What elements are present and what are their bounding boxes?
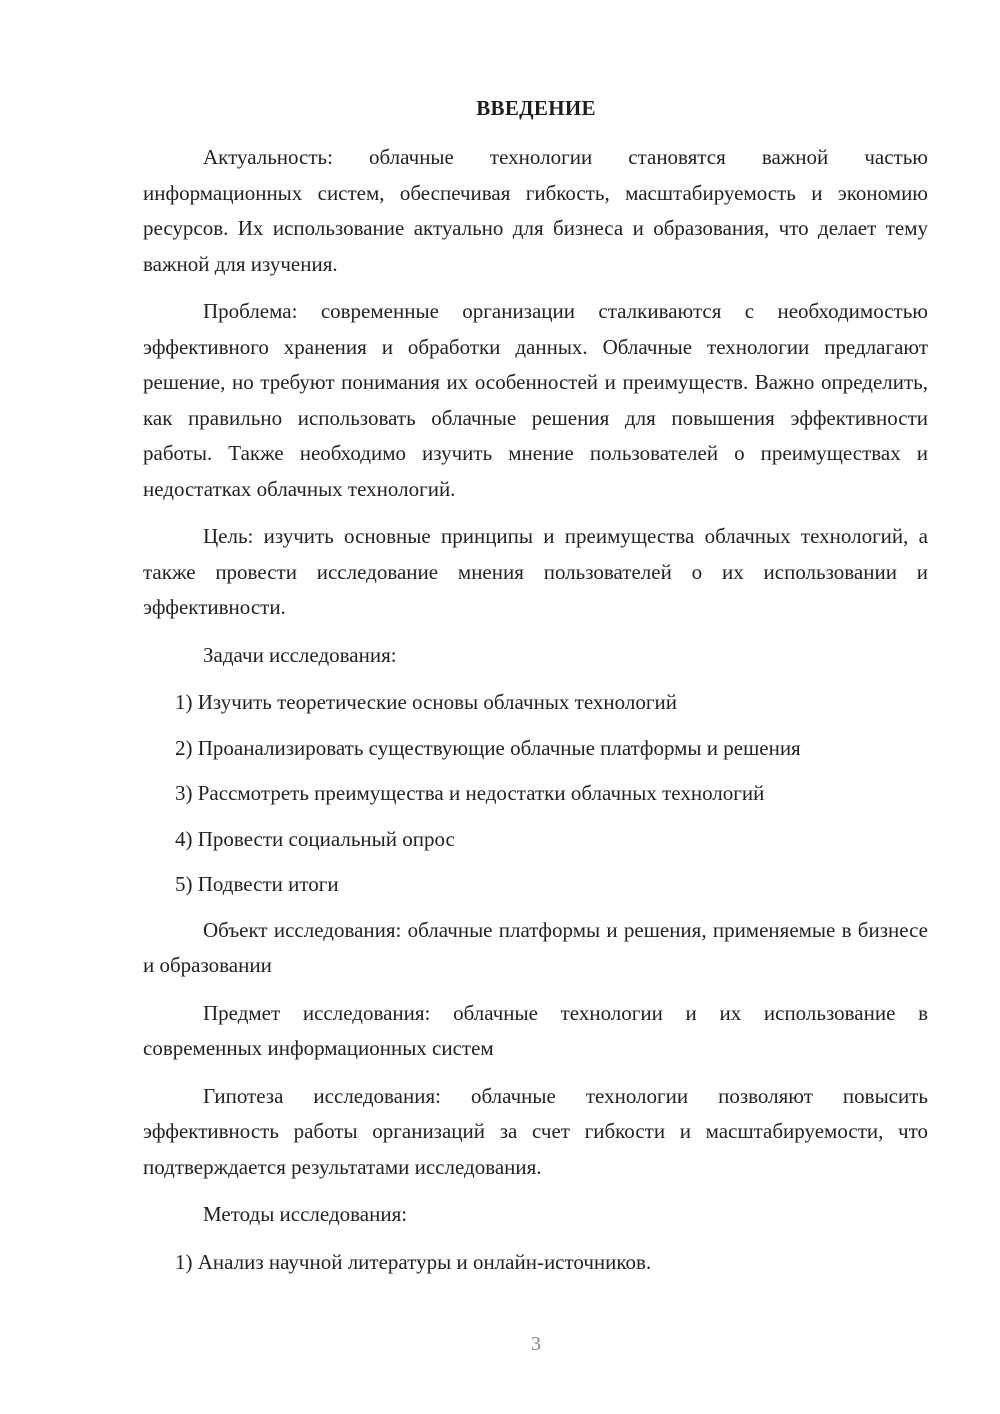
body-text [143,140,928,1290]
list-item: 5) Подвести итоги [175,872,339,896]
page-number: 3 [531,1333,541,1355]
list-item: 4) Провести социальный опрос [175,826,455,851]
tasks-heading: Задачи исследования: [203,642,397,667]
methods-heading: Методы исследования: [203,1202,408,1226]
page-title: ВВЕДЕНИЕ [476,96,596,120]
paragraph-problem: Проблема: современные организации сталкиваются с необходимостью эффективного хранения и обработки данных. Облачные технологии предлагают решение, но требуют понимания их особенностей и преимуществ. Важно определить, как правильно использовать облачные решения для повышения эффективности работы. Также необходимо изучить мнение пользователей о преимуществах и недостатках облачных технологий. [143,299,928,501]
list-item: 3) Рассмотреть преимущества и недостатки облачных технологий [175,781,765,805]
paragraph-goal: Цель: изучить основные принципы и преимущества облачных технологий, а также провести исследование мнения пользователей о их использовании и эффективности. [143,524,928,619]
paragraph-hypothesis: Гипотеза исследования: облачные технологии позволяют повысить эффективность работы организаций за счет гибкости и масштабируемости, что подтверждается результатами исследования. [143,1083,928,1179]
list-item: 2) Проанализировать существующие облачные платформы и решения [175,735,801,760]
list-item: 1) Изучить теоретические основы облачных технологий [175,690,677,714]
paragraph-object: Объект исследования: облачные платформы и решения, применяемые в бизнесе и образовании [143,917,928,977]
methods-list [143,1245,928,1281]
paragraph-relevance: Актуальность: облачные технологии становятся важной частью информационных систем, обеспечивая гибкость, масштабируемость и экономию ресурсов. Их использование актуально для бизнеса и образования, что делает тему важной для изучения. [143,145,928,276]
paragraph-subject: Предмет исследования: облачные технологии и их использование в современных информационных систем [143,1000,928,1060]
list-item: 1) Анализ научной литературы и онлайн-источников. [175,1249,652,1274]
tasks-list [143,685,928,903]
